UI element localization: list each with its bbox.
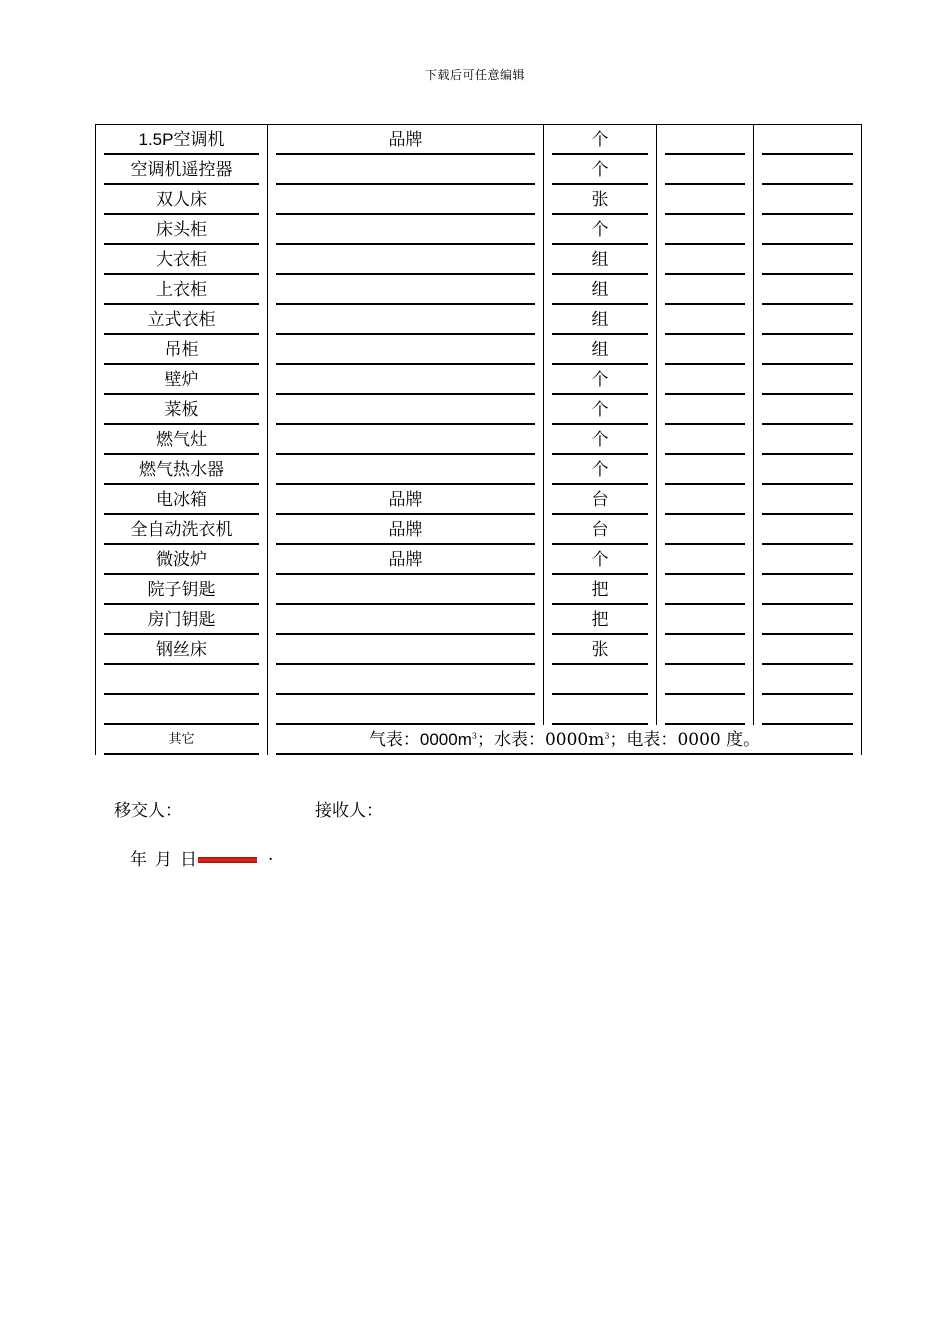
- item-name-cell: [96, 425, 268, 455]
- item-brand-cell: [268, 395, 544, 425]
- item-note-cell: [754, 215, 862, 245]
- item-note: [762, 545, 853, 575]
- item-brand-cell: [268, 335, 544, 365]
- item-unit-cell: [544, 185, 657, 215]
- item-note-cell: [754, 305, 862, 335]
- item-brand: [276, 425, 535, 455]
- table-row: [96, 155, 862, 185]
- item-note-cell: [754, 335, 862, 365]
- table-row: [96, 125, 862, 156]
- item-name-cell: [96, 245, 268, 275]
- item-brand-cell: [268, 695, 544, 725]
- item-note: [762, 635, 853, 665]
- item-note: [762, 425, 853, 455]
- item-name-cell: [96, 305, 268, 335]
- handover-label: 移交人：: [114, 801, 182, 821]
- electric-meter-unit: 度。: [726, 730, 761, 750]
- table-row: [96, 395, 862, 425]
- item-brand-cell: [268, 575, 544, 605]
- item-brand: [276, 635, 535, 665]
- item-name: 立式衣柜: [104, 305, 259, 335]
- item-quantity-cell: [657, 305, 754, 335]
- item-note-cell: [754, 245, 862, 275]
- item-unit: 个: [552, 215, 648, 245]
- receiver-label: 接收人：: [315, 801, 383, 821]
- item-brand: 品牌: [276, 125, 535, 155]
- item-quantity: [665, 215, 745, 245]
- signature-line: [114, 796, 714, 820]
- inventory-table: [95, 124, 862, 755]
- item-name-cell: [96, 215, 268, 245]
- item-brand: 品牌: [276, 545, 535, 575]
- item-unit: 张: [552, 185, 648, 215]
- item-note: [762, 155, 853, 185]
- item-unit-cell: [544, 665, 657, 695]
- item-name: 大衣柜: [104, 245, 259, 275]
- item-unit-cell: [544, 635, 657, 665]
- item-note: [762, 215, 853, 245]
- item-name-cell: [96, 275, 268, 305]
- item-note-cell: [754, 425, 862, 455]
- item-note: [762, 305, 853, 335]
- item-brand-cell: [268, 425, 544, 455]
- item-name: 双人床: [104, 185, 259, 215]
- item-note-cell: [754, 395, 862, 425]
- item-quantity: [665, 335, 745, 365]
- item-note-cell: [754, 665, 862, 695]
- table-row: [96, 425, 862, 455]
- water-meter-label: ；水表：: [476, 730, 545, 750]
- table-row: [96, 215, 862, 245]
- item-quantity-cell: [657, 545, 754, 575]
- item-unit: 组: [552, 245, 648, 275]
- item-unit: [552, 665, 648, 695]
- item-note: [762, 485, 853, 515]
- date-line: [130, 845, 205, 869]
- inventory-table-body: [96, 125, 862, 726]
- item-quantity: [665, 695, 745, 725]
- gas-meter-value: 0000m: [419, 730, 472, 749]
- item-note-cell: [754, 455, 862, 485]
- table-row: [96, 185, 862, 215]
- item-unit: 组: [552, 335, 648, 365]
- item-quantity-cell: [657, 605, 754, 635]
- item-name-cell: [96, 605, 268, 635]
- item-quantity-cell: [657, 185, 754, 215]
- month-label: 月: [155, 850, 172, 870]
- item-unit-cell: [544, 305, 657, 335]
- table-row: [96, 545, 862, 575]
- table-row: [96, 455, 862, 485]
- item-brand-cell: [268, 215, 544, 245]
- item-brand-cell: [268, 155, 544, 185]
- item-name: 菜板: [104, 395, 259, 425]
- table-row: [96, 335, 862, 365]
- item-quantity: [665, 515, 745, 545]
- item-unit: 组: [552, 275, 648, 305]
- electric-meter-label: ；电表：: [609, 730, 678, 750]
- item-brand: 品牌: [276, 515, 535, 545]
- item-name-cell: [96, 635, 268, 665]
- item-quantity: [665, 245, 745, 275]
- item-unit: 台: [552, 485, 648, 515]
- item-quantity-cell: [657, 695, 754, 725]
- gas-meter-label: 气表：: [368, 730, 420, 750]
- item-name-cell: [96, 545, 268, 575]
- table-row: [96, 665, 862, 695]
- item-name: 床头柜: [104, 215, 259, 245]
- table-row: [96, 575, 862, 605]
- item-quantity: [665, 575, 745, 605]
- item-brand: [276, 305, 535, 335]
- item-note: [762, 365, 853, 395]
- item-note-cell: [754, 155, 862, 185]
- item-brand-cell: [268, 485, 544, 515]
- item-brand-cell: [268, 665, 544, 695]
- page-header: 下载后可任意编辑: [424, 68, 525, 82]
- item-unit: 个: [552, 155, 648, 185]
- item-unit: [552, 695, 648, 725]
- item-unit-cell: [544, 575, 657, 605]
- item-quantity-cell: [657, 485, 754, 515]
- item-brand-cell: [268, 605, 544, 635]
- table-row: [96, 365, 862, 395]
- item-note-cell: [754, 485, 862, 515]
- item-brand: [276, 215, 535, 245]
- item-brand: [276, 695, 535, 725]
- item-note-cell: [754, 545, 862, 575]
- item-quantity-cell: [657, 395, 754, 425]
- item-brand-cell: [268, 635, 544, 665]
- item-name-cell: [96, 455, 268, 485]
- table-row: [96, 695, 862, 725]
- item-brand-cell: [268, 185, 544, 215]
- item-unit-cell: [544, 395, 657, 425]
- item-unit: 个: [552, 125, 648, 155]
- item-quantity: [665, 155, 745, 185]
- item-brand-cell: [268, 125, 544, 156]
- item-note-cell: [754, 185, 862, 215]
- item-quantity: [665, 665, 745, 695]
- item-note-cell: [754, 125, 862, 156]
- item-unit: 个: [552, 455, 648, 485]
- item-unit-cell: [544, 425, 657, 455]
- item-brand: [276, 245, 535, 275]
- item-brand: [276, 335, 535, 365]
- item-name: 燃气热水器: [104, 455, 259, 485]
- year-label: 年: [130, 850, 147, 870]
- item-unit-cell: [544, 125, 657, 156]
- item-note-cell: [754, 635, 862, 665]
- item-name-cell: [96, 485, 268, 515]
- item-brand-cell: [268, 365, 544, 395]
- meter-readings: [276, 725, 853, 755]
- item-quantity-cell: [657, 635, 754, 665]
- item-brand: [276, 185, 535, 215]
- item-unit-cell: [544, 335, 657, 365]
- item-name-cell: [96, 395, 268, 425]
- item-name-cell: [96, 185, 268, 215]
- item-quantity: [665, 365, 745, 395]
- item-note: [762, 125, 853, 155]
- item-unit-cell: [544, 515, 657, 545]
- item-name: 微波炉: [104, 545, 259, 575]
- item-name: 钢丝床: [104, 635, 259, 665]
- item-unit-cell: [544, 605, 657, 635]
- item-brand-cell: [268, 305, 544, 335]
- item-note-cell: [754, 515, 862, 545]
- item-unit: 台: [552, 515, 648, 545]
- item-quantity-cell: [657, 245, 754, 275]
- water-meter-value: 0000m: [544, 730, 605, 750]
- table-row: [96, 515, 862, 545]
- item-unit: 个: [552, 395, 648, 425]
- item-quantity: [665, 485, 745, 515]
- item-unit: 个: [552, 365, 648, 395]
- item-name-cell: [96, 155, 268, 185]
- water-cube-sup: 3: [604, 731, 610, 741]
- item-brand: [276, 605, 535, 635]
- item-note-cell: [754, 575, 862, 605]
- item-name: 房门钥匙: [104, 605, 259, 635]
- other-row: [96, 725, 862, 755]
- item-unit-cell: [544, 455, 657, 485]
- item-quantity-cell: [657, 665, 754, 695]
- item-quantity-cell: [657, 575, 754, 605]
- item-name: 院子钥匙: [104, 575, 259, 605]
- item-quantity: [665, 425, 745, 455]
- item-brand-cell: [268, 455, 544, 485]
- item-name: 空调机遥控器: [104, 155, 259, 185]
- item-quantity: [665, 125, 745, 155]
- item-brand-cell: [268, 515, 544, 545]
- item-quantity-cell: [657, 125, 754, 156]
- item-quantity: [665, 275, 745, 305]
- item-quantity: [665, 635, 745, 665]
- item-brand: [276, 365, 535, 395]
- item-note: [762, 185, 853, 215]
- item-name-cell: [96, 515, 268, 545]
- item-note: [762, 695, 853, 725]
- item-unit: 个: [552, 425, 648, 455]
- item-name-cell: [96, 665, 268, 695]
- item-name-cell: [96, 335, 268, 365]
- item-name: 壁炉: [104, 365, 259, 395]
- other-label: 其它: [104, 725, 259, 755]
- item-name: 吊柜: [104, 335, 259, 365]
- item-note-cell: [754, 695, 862, 725]
- item-quantity: [665, 545, 745, 575]
- item-brand: [276, 155, 535, 185]
- item-quantity-cell: [657, 365, 754, 395]
- item-unit-cell: [544, 365, 657, 395]
- item-note: [762, 665, 853, 695]
- item-note: [762, 455, 853, 485]
- item-quantity-cell: [657, 155, 754, 185]
- item-note: [762, 395, 853, 425]
- item-name: 上衣柜: [104, 275, 259, 305]
- item-note: [762, 335, 853, 365]
- item-brand: [276, 395, 535, 425]
- item-unit-cell: [544, 545, 657, 575]
- item-name: 全自动洗衣机: [104, 515, 259, 545]
- item-name-cell: [96, 365, 268, 395]
- item-name: 电冰箱: [104, 485, 259, 515]
- item-note: [762, 605, 853, 635]
- item-quantity: [665, 395, 745, 425]
- item-quantity-cell: [657, 455, 754, 485]
- table-row: [96, 605, 862, 635]
- item-name: 1.5P空调机: [104, 125, 259, 155]
- item-unit: 组: [552, 305, 648, 335]
- item-name-cell: [96, 575, 268, 605]
- meter-readings-cell: [268, 725, 862, 755]
- inventory-table-footer: [96, 725, 862, 755]
- item-unit: 张: [552, 635, 648, 665]
- item-unit-cell: [544, 215, 657, 245]
- item-brand: [276, 455, 535, 485]
- item-note: [762, 575, 853, 605]
- item-unit-cell: [544, 695, 657, 725]
- item-quantity-cell: [657, 515, 754, 545]
- item-brand: [276, 275, 535, 305]
- gas-cube-sup: 3: [471, 731, 477, 741]
- item-brand: [276, 575, 535, 605]
- redaction-bar: [198, 857, 257, 863]
- item-unit-cell: [544, 275, 657, 305]
- item-unit-cell: [544, 245, 657, 275]
- table-row: [96, 275, 862, 305]
- item-name-cell: [96, 125, 268, 156]
- item-quantity-cell: [657, 215, 754, 245]
- item-brand-cell: [268, 275, 544, 305]
- table-row: [96, 635, 862, 665]
- other-label-cell: [96, 725, 268, 755]
- item-quantity-cell: [657, 275, 754, 305]
- item-note-cell: [754, 605, 862, 635]
- item-name-cell: [96, 695, 268, 725]
- item-unit: 个: [552, 545, 648, 575]
- item-quantity: [665, 185, 745, 215]
- item-note: [762, 515, 853, 545]
- item-unit: 把: [552, 575, 648, 605]
- item-name: 燃气灶: [104, 425, 259, 455]
- day-label: 日: [180, 850, 197, 870]
- item-name: [104, 665, 259, 695]
- table-row: [96, 245, 862, 275]
- item-quantity: [665, 605, 745, 635]
- trailing-dot: .: [268, 845, 274, 865]
- table-row: [96, 305, 862, 335]
- item-unit: 把: [552, 605, 648, 635]
- item-note-cell: [754, 365, 862, 395]
- item-quantity-cell: [657, 335, 754, 365]
- item-note: [762, 245, 853, 275]
- electric-meter-value: 0000: [677, 730, 721, 750]
- item-brand-cell: [268, 245, 544, 275]
- item-brand-cell: [268, 545, 544, 575]
- item-note: [762, 275, 853, 305]
- item-quantity-cell: [657, 425, 754, 455]
- table-row: [96, 485, 862, 515]
- item-quantity: [665, 305, 745, 335]
- item-brand: 品牌: [276, 485, 535, 515]
- item-unit-cell: [544, 485, 657, 515]
- item-note-cell: [754, 275, 862, 305]
- item-name: [104, 695, 259, 725]
- item-unit-cell: [544, 155, 657, 185]
- item-brand: [276, 665, 535, 695]
- item-quantity: [665, 455, 745, 485]
